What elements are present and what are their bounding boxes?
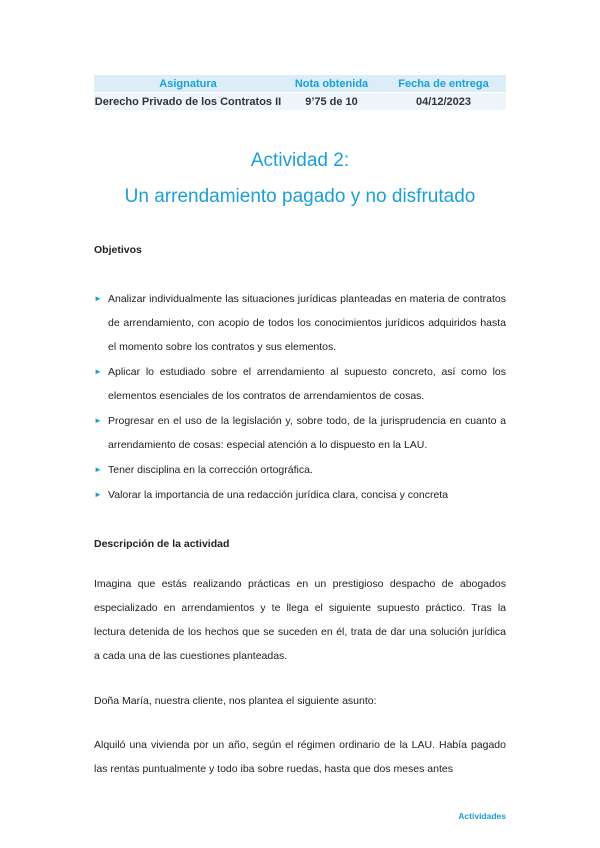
description-paragraph: Imagina que estás realizando prácticas en un prestigioso despacho de abogados especializado en arrendamientos y te llega el siguiente supuesto práctico. Tras la lectura detenida de los hechos que se suceden en él, trata de dar una solución jurídica a cada una de las cuestiones planteadas. [94,578,506,662]
objective-text: Progresar en el uso de la legislación y, sobre todo, de la jurisprudencia en cuanto a arrendamiento de cosas: especial atención a lo dispuesto en la LAU. [108,415,506,451]
header-grade: Nota obtenida [282,75,381,93]
list-item [94,483,506,507]
list-item [94,360,506,408]
footer-label: Actividades [458,811,506,821]
triangle-bullet-icon: ► [94,367,102,376]
header-subject: Asignatura [94,75,282,93]
cell-subject: Derecho Privado de los Contratos II [94,93,282,111]
description-paragraph: Alquiló una vivienda por un año, según el régimen ordinario de la LAU. Había pagado las rentas puntualmente y todo iba sobre ruedas, hasta que dos meses antes [94,739,506,775]
triangle-bullet-icon: ► [94,465,102,474]
activity-title: Actividad 2: [250,150,350,171]
objective-text: Aplicar lo estudiado sobre el arrendamiento al supuesto concreto, así como los elementos esenciales de los contratos de arrendamientos de cosas. [108,366,506,402]
objectives-list [94,287,506,508]
list-item [94,458,506,482]
triangle-bullet-icon: ► [94,416,102,425]
objective-text: Analizar individualmente las situaciones jurídicas planteadas en materia de contratos de arrendamiento, con acopio de todos los conocimientos jurídicos adquiridos hasta el momento sobre los contratos y sus elementos. [108,293,506,353]
objectives-heading: Objetivos [94,244,142,256]
header-due-date: Fecha de entrega [381,75,506,93]
list-item [94,409,506,457]
table-header-row [94,75,506,93]
activity-subtitle: Un arrendamiento pagado y no disfrutado [124,186,476,207]
triangle-bullet-icon: ► [94,294,102,303]
list-item [94,287,506,359]
description-paragraph: Doña María, nuestra cliente, nos plantea el siguiente asunto: [94,695,377,707]
description-heading: Descripción de la actividad [94,538,230,550]
cell-due-date: 04/12/2023 [381,93,506,111]
table-row [94,93,506,111]
triangle-bullet-icon: ► [94,490,102,499]
objective-text: Valorar la importancia de una redacción jurídica clara, concisa y concreta [108,489,449,501]
assignment-info-table [94,75,506,110]
cell-grade: 9’75 de 10 [282,93,381,111]
objective-text: Tener disciplina en la corrección ortográfica. [108,464,313,476]
